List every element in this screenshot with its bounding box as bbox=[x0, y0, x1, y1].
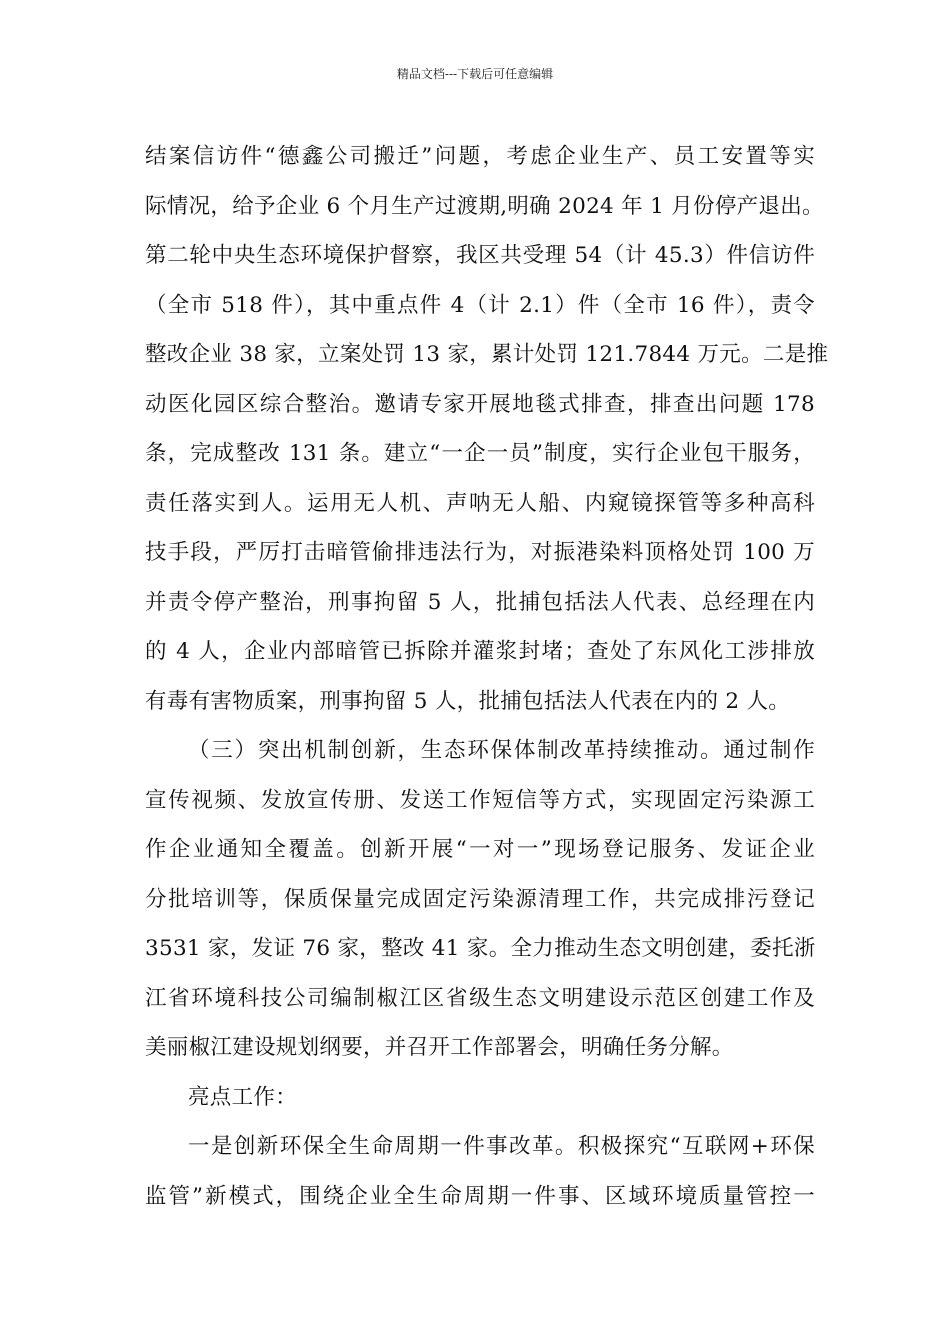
paragraph-line: 际情况，给予企业 6 个月生产过渡期,明确 2024 年 1 月份停产退出。 bbox=[145, 193, 824, 219]
paragraph-line: 监管”新模式，围绕企业全生命周期一件事、区域环境质量管控一 bbox=[145, 1183, 815, 1209]
paragraph-line: 江省环境科技公司编制椒江区省级生态文明建设示范区创建工作及 bbox=[145, 985, 815, 1011]
paragraph-line: 并责令停产整治，刑事拘留 5 人，批捕包括法人代表、总经理在内 bbox=[145, 589, 815, 615]
paragraph-line: （三）突出机制创新，生态环保体制改革持续推动。通过制作 bbox=[188, 738, 815, 763]
paragraph-line: （全市 518 件），其中重点件 4（计 2.1）件（全市 16 件），责令 bbox=[145, 292, 815, 318]
paragraph-line: 动医化园区综合整治。邀请专家开展地毯式排查，排查出问题 178 bbox=[145, 391, 815, 417]
paragraph-line: 美丽椒江建设规划纲要，并召开工作部署会，明确任务分解。 bbox=[145, 1035, 734, 1060]
paragraph-line: 责任落实到人。运用无人机、声呐无人船、内窥镜探管等多种高科 bbox=[145, 490, 815, 516]
document-body bbox=[145, 132, 829, 1221]
paragraph-line: 技手段，严厉打击暗管偷排违法行为，对振港染料顶格处罚 100 万 bbox=[145, 540, 815, 565]
page-header: 精品文档---下载后可任意编辑 bbox=[396, 67, 554, 81]
paragraph-line: 宣传视频、发放宣传册、发送工作短信等方式，实现固定污染源工 bbox=[145, 787, 815, 813]
paragraph-line: 有毒有害物质案，刑事拘留 5 人，批捕包括法人代表在内的 2 人。 bbox=[145, 688, 791, 714]
paragraph-line: 3531 家，发证 76 家，整改 41 家。全力推动生态文明创建，委托浙 bbox=[145, 936, 816, 961]
paragraph-line: 整改企业 38 家，立案处罚 13 家，累计处罚 121.7844 万元。二是推 bbox=[145, 342, 829, 367]
paragraph-line: 的 4 人，企业内部暗管已拆除并灌浆封堵；查处了东风化工涉排放 bbox=[145, 639, 815, 664]
paragraph-line: 条，完成整改 131 条。建立“一企一员”制度，实行企业包干服务， bbox=[145, 441, 815, 466]
paragraph-line: 一是创新环保全生命周期一件事改革。积极探究“互联网+环保 bbox=[188, 1134, 815, 1159]
paragraph-line: 第二轮中央生态环境保护督察，我区共受理 54（计 45.3）件信访件 bbox=[145, 243, 815, 268]
paragraph-line: 分批培训等，保质保量完成固定污染源清理工作，共完成排污登记 bbox=[145, 886, 815, 912]
section-heading: 亮点工作： bbox=[188, 1084, 298, 1110]
paragraph-line: 作企业通知全覆盖。创新开展“一对一”现场登记服务、发证企业 bbox=[145, 837, 815, 862]
paragraph-line: 结案信访件“德鑫公司搬迁”问题，考虑企业生产、员工安置等实 bbox=[145, 144, 815, 169]
